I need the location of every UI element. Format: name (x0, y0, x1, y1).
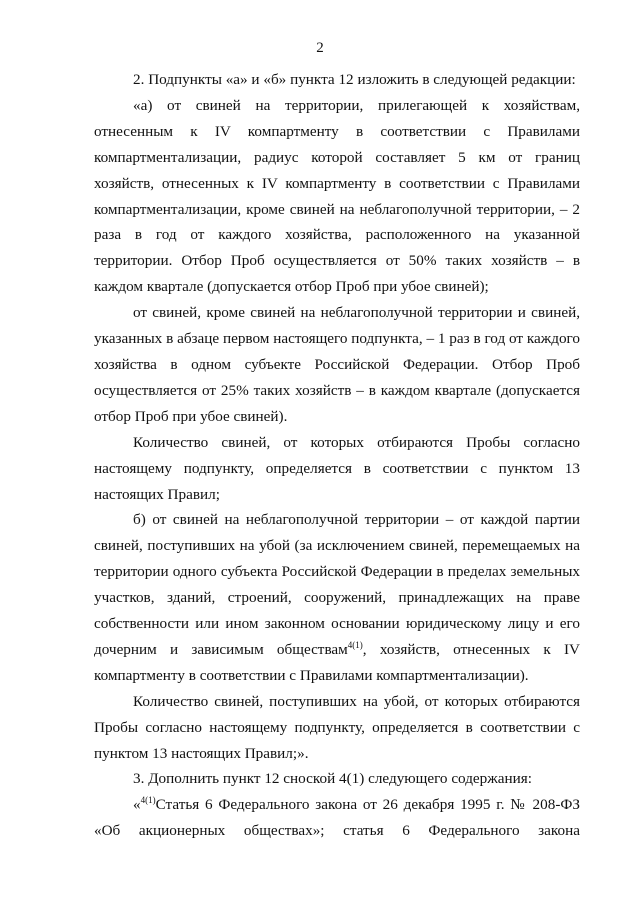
footnote-reference: 4(1) (347, 639, 363, 650)
footnote-body: Статья 6 Федерального закона от 26 декабря 1995 г. № 208-ФЗ «Об акционерных обществах»; статья 6 Федерального закона (94, 796, 580, 840)
footnote-marker: 4(1) (140, 795, 156, 806)
quote-open: « (133, 796, 141, 814)
paragraph-subitem-b-count: Количество свиней, поступивших на убой, от которых отбираются Пробы согласно настоящему подпункту, определяется в соответствии с пунктом 13 настоящих Правил;». (94, 692, 580, 762)
page-number: 2 (316, 40, 324, 56)
paragraph-subitem-b-text: б) от свиней на неблагополучной территории – от каждой партии свиней, поступивших на убой (за исключением свиней, перемещаемых на территории одного субъекта Российской Федерации в пределах земельных участков, зданий, строений, сооружений, принадлежащих на праве собственности или ином законном основании юридическому лицу и его дочерним и зависимым обществам (94, 511, 580, 658)
paragraph-footnote-text (94, 792, 580, 844)
paragraph-subitem-a-second: от свиней, кроме свиней на неблагополучной территории и свиней, указанных в абзаце первом настоящего подпункта, – 1 раз в год от каждого хозяйства в одном субъекте Российской Федерации. Отбор Проб осуществляется от 25% таких хозяйств – в каждом квартале (допускается отбор Проб при убое свиней). (94, 304, 580, 425)
paragraph-item-3: 3. Дополнить пункт 12 сноской 4(1) следующего содержания: (133, 770, 532, 788)
paragraph-subitem-a-count: Количество свиней, от которых отбираются Пробы согласно настоящему подпункту, определяется в соответствии с пунктом 13 настоящих Правил; (94, 433, 580, 503)
paragraph-item-2: 2. Подпункты «а» и «б» пункта 12 изложить в следующей редакции: (133, 71, 576, 88)
paragraph-subitem-b-tail: , хозяйств, отнесенных к IV компартменту в соответствии с Правилами компартментализации). (94, 640, 580, 684)
paragraph-subitem-a: «а) от свиней на территории, прилегающей к хозяйствам, отнесенным к IV компартменту в соответствии с Правилами компартментализации, радиус которой составляет 5 км от границ хозяйств, отнесенных к IV компартменту в соответствии с Правилами компартментализации, кроме свиней на неблагополучной территории, – 2 раза в год от каждого хозяйства, расположенного на указанной территории. Отбор Проб осуществляется от 50% таких хозяйств – в каждом квартале (допускается отбор Проб при убое свиней); (94, 96, 580, 296)
paragraph-subitem-b (94, 507, 580, 688)
document-body (94, 67, 580, 844)
